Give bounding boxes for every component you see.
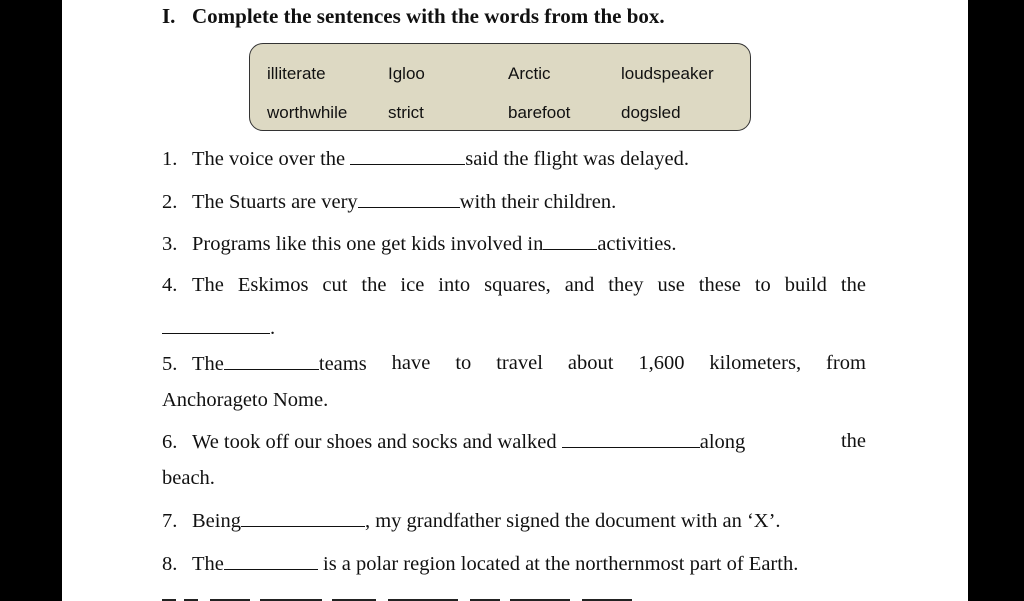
word-box-item: strict xyxy=(388,103,424,122)
sentence-number: 6. xyxy=(162,431,178,453)
sentence-text: The xyxy=(192,553,224,575)
sentence-text: is a polar region located at the northernmost part of Earth. xyxy=(317,553,799,575)
sentence-text: Being xyxy=(192,510,241,532)
sentence-word: to xyxy=(455,352,472,374)
sentence-8 xyxy=(162,552,798,576)
sentence-text: 5. The teams xyxy=(162,353,367,375)
sentence-number: 4. xyxy=(162,274,178,296)
sentence-word: the xyxy=(361,274,387,296)
worksheet-page xyxy=(62,0,968,601)
word-box-item: barefoot xyxy=(508,103,571,122)
word-box-item: dogsled xyxy=(621,103,681,122)
sentence-word: from xyxy=(826,352,866,374)
section-number: I. xyxy=(162,4,176,28)
sentence-3 xyxy=(162,232,676,256)
sentence-text: with their children. xyxy=(459,191,617,213)
sentence-number: 3. xyxy=(162,233,178,255)
sentence-text: activities. xyxy=(597,233,677,255)
sentence-6-line-2: beach. xyxy=(162,467,215,489)
word-box-item: illiterate xyxy=(267,64,326,83)
sentence-word: squares, xyxy=(484,274,551,296)
sentence-text: The Stuarts are very xyxy=(192,191,358,213)
section-heading xyxy=(162,4,665,29)
sentence-word: Eskimos xyxy=(237,274,309,296)
word-box-item: loudspeaker xyxy=(621,64,714,83)
sentence-text: , my grandfather signed the document with an ‘X’. xyxy=(364,510,781,532)
sentence-text: 4. The xyxy=(162,274,224,296)
sentence-number: 5. xyxy=(162,353,178,375)
sentence-5-line-2: Anchorageto Nome. xyxy=(162,389,329,411)
sentence-word: build xyxy=(784,274,827,296)
sentence-word: kilometers, xyxy=(709,352,802,374)
cut-off-text-fragment xyxy=(162,592,682,601)
sentence-2 xyxy=(162,190,616,214)
sentence-word: 1,600 xyxy=(638,352,685,374)
sentence-5 xyxy=(162,352,866,376)
answer-blank[interactable] xyxy=(358,190,460,208)
answer-blank[interactable] xyxy=(241,509,365,527)
sentence-word: ice xyxy=(400,274,425,296)
sentence-number: 8. xyxy=(162,553,178,575)
sentence-word: the xyxy=(840,274,866,296)
sentence-6 xyxy=(162,430,866,454)
sentence-number: 1. xyxy=(162,148,178,170)
sentence-word: these xyxy=(698,274,741,296)
sentence-word: cut xyxy=(322,274,348,296)
sentence-word: travel xyxy=(496,352,543,374)
sentence-text: said the flight was delayed. xyxy=(465,148,689,170)
sentence-4 xyxy=(162,274,866,297)
sentence-text: 6. We took off our shoes and socks and walked along xyxy=(162,431,746,453)
sentence-word: they xyxy=(608,274,644,296)
answer-blank[interactable] xyxy=(162,316,270,334)
answer-blank[interactable] xyxy=(350,147,465,165)
answer-blank[interactable] xyxy=(224,352,319,370)
word-box-item: Arctic xyxy=(508,64,551,83)
sentence-number: 2. xyxy=(162,191,178,213)
answer-blank[interactable] xyxy=(562,430,700,448)
sentence-4-line-2 xyxy=(162,316,275,340)
answer-blank[interactable] xyxy=(224,552,318,570)
word-box xyxy=(249,43,751,131)
sentence-7 xyxy=(162,509,781,533)
section-instruction: Complete the sentences with the words from the box. xyxy=(192,4,665,28)
sentence-word: to xyxy=(754,274,771,296)
sentence-text: Programs like this one get kids involved in xyxy=(192,233,544,255)
sentence-1 xyxy=(162,147,689,171)
sentence-word: and xyxy=(564,274,595,296)
word-box-item: worthwhile xyxy=(267,103,348,122)
sentence-word: into xyxy=(438,274,471,296)
sentence-word: use xyxy=(657,274,685,296)
sentence-number: 7. xyxy=(162,510,178,532)
word-box-item: Igloo xyxy=(388,64,425,83)
sentence-word: the xyxy=(840,430,866,452)
sentence-text: . xyxy=(270,317,276,339)
sentence-word: about xyxy=(567,352,614,374)
cut-off-next-section xyxy=(162,590,682,601)
sentence-text: The voice over the xyxy=(192,148,346,170)
answer-blank[interactable] xyxy=(543,232,597,250)
sentence-word: have xyxy=(391,352,431,374)
